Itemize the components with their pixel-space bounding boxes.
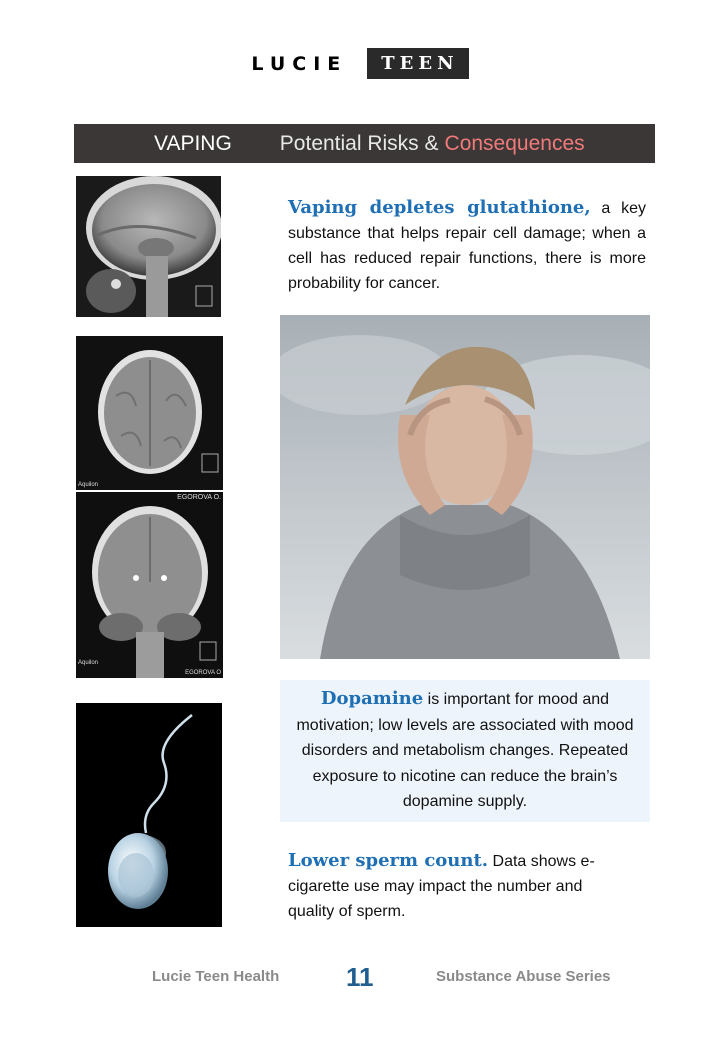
sperm-count-keyword: Lower sperm count. <box>288 850 489 871</box>
dopamine-text: is important for mood and motivation; low levels are associated with mood disorders and metabolism changes. Repeated exposure to nicotine can reduce the brain’s dopamine supply. <box>296 691 634 810</box>
logo-teen-badge: TEEN <box>367 48 468 79</box>
footer-series: Substance Abuse Series <box>436 968 611 985</box>
ct-scan-axial-label: Aquilon <box>78 482 99 488</box>
glutathione-paragraph <box>288 195 646 296</box>
dopamine-callout-box <box>280 680 650 822</box>
ct-scan-axial-image <box>76 336 223 490</box>
ct-scan-coronal-label-top: EGOROVA O. <box>177 494 221 501</box>
ct-scan-coronal-label-bottom: EGOROVA O <box>185 670 221 676</box>
ct-scan-coronal-label-mid: Aquilon <box>78 660 99 666</box>
logo-lucie-text: LUCIE <box>251 52 348 75</box>
banner-subtitle-highlight: Consequences <box>444 131 585 155</box>
ct-scan-coronal-image <box>76 492 223 678</box>
banner-topic: VAPING <box>154 131 232 155</box>
glutathione-keyword: Vaping depletes glutathione <box>288 197 585 218</box>
sperm-count-text: Data shows e-cigarette use may impact the number and quality of sperm. <box>288 853 595 920</box>
brand-logo <box>0 48 720 79</box>
glutathione-comma: , <box>584 197 591 218</box>
stressed-teen-photo <box>280 315 650 659</box>
footer-publisher: Lucie Teen Health <box>152 968 280 985</box>
page-footer <box>0 962 720 996</box>
ct-scan-sagittal-image <box>76 176 221 317</box>
glutathione-text: a key substance that helps repair cell damage; when a cell has reduced repair functions, there is more probability for cancer. <box>288 200 646 292</box>
sperm-count-paragraph <box>288 848 618 924</box>
banner-subtitle: Potential Risks & <box>279 131 439 155</box>
dopamine-keyword: Dopamine <box>320 688 424 709</box>
sperm-cell-image <box>76 703 222 927</box>
topic-banner <box>74 124 655 163</box>
page-number: 11 <box>346 962 374 992</box>
